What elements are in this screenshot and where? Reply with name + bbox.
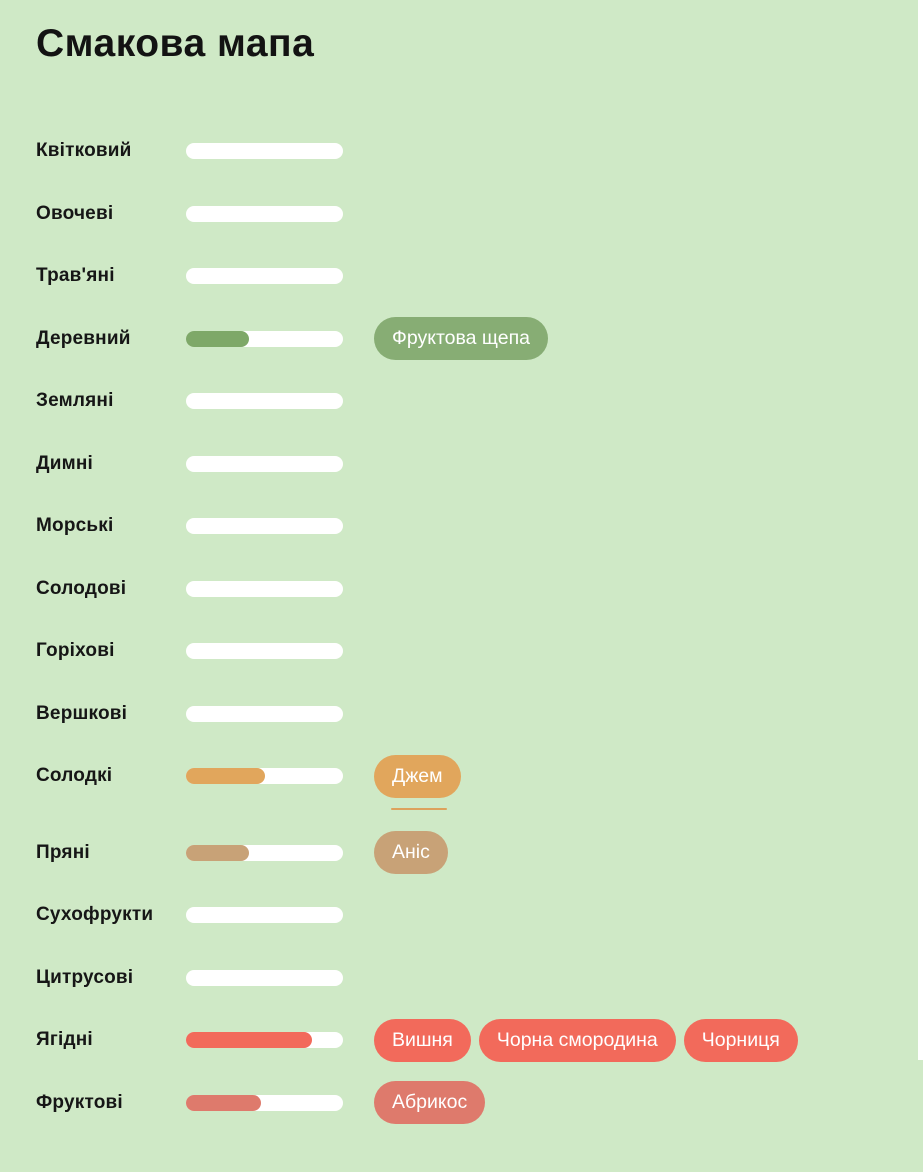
flavor-row bbox=[0, 308, 918, 371]
flavor-category-label: Цитрусові bbox=[36, 966, 134, 988]
flavor-bar-fill bbox=[186, 845, 249, 861]
flavor-rows bbox=[0, 120, 918, 1134]
flavor-row bbox=[0, 884, 918, 947]
flavor-bar-track bbox=[186, 768, 343, 784]
flavor-tag: Чорна смородина bbox=[479, 1019, 676, 1062]
flavor-bar-track bbox=[186, 331, 343, 347]
flavor-row bbox=[0, 620, 918, 683]
flavor-row bbox=[0, 683, 918, 746]
flavor-tag-group bbox=[374, 831, 448, 874]
flavor-bar-track bbox=[186, 1032, 343, 1048]
flavor-row bbox=[0, 495, 918, 558]
flavor-row bbox=[0, 947, 918, 1010]
flavor-tag: Джем bbox=[374, 755, 461, 798]
flavor-bar-track bbox=[186, 907, 343, 923]
flavor-tag: Аніс bbox=[374, 831, 448, 874]
flavor-tag: Фруктова щепа bbox=[374, 317, 548, 360]
flavor-category-label: Деревний bbox=[36, 327, 131, 349]
flavor-row bbox=[0, 822, 918, 885]
flavor-row bbox=[0, 370, 918, 433]
flavor-category-label: Морські bbox=[36, 515, 114, 537]
flavor-category-label: Солодові bbox=[36, 577, 127, 599]
flavor-bar-track bbox=[186, 970, 343, 986]
flavor-bar-track bbox=[186, 1095, 343, 1111]
flavor-category-label: Квітковий bbox=[36, 140, 132, 162]
flavor-tag: Вишня bbox=[374, 1019, 471, 1062]
flavor-bar-track bbox=[186, 643, 343, 659]
flavor-bar-track bbox=[186, 706, 343, 722]
flavor-category-label: Ягідні bbox=[36, 1029, 93, 1051]
page-title: Смакова мапа bbox=[36, 22, 315, 65]
flavor-bar-fill bbox=[186, 768, 265, 784]
flavor-row bbox=[0, 558, 918, 621]
flavor-bar-track bbox=[186, 268, 343, 284]
flavor-category-label: Пряні bbox=[36, 841, 90, 863]
flavor-bar-fill bbox=[186, 331, 249, 347]
tag-group-divider bbox=[391, 808, 447, 810]
flavor-category-label: Земляні bbox=[36, 390, 114, 412]
flavor-category-label: Овочеві bbox=[36, 202, 114, 224]
flavor-tag-group bbox=[374, 1081, 485, 1124]
flavor-bar-track bbox=[186, 143, 343, 159]
flavor-bar-track bbox=[186, 581, 343, 597]
flavor-category-label: Трав'яні bbox=[36, 265, 115, 287]
flavor-row bbox=[0, 120, 918, 183]
flavor-category-label: Вершкові bbox=[36, 702, 128, 724]
flavor-bar-fill bbox=[186, 1032, 312, 1048]
flavor-category-label: Горіхові bbox=[36, 640, 115, 662]
flavor-category-label: Фруктові bbox=[36, 1091, 123, 1113]
flavor-tag: Чорниця bbox=[684, 1019, 798, 1062]
flavor-bar-fill bbox=[186, 1095, 261, 1111]
flavor-bar-track bbox=[186, 518, 343, 534]
flavor-tag-group bbox=[374, 1019, 798, 1062]
flavor-row bbox=[0, 245, 918, 308]
flavor-category-label: Димні bbox=[36, 452, 94, 474]
flavor-row bbox=[0, 433, 918, 496]
flavor-category-label: Сухофрукти bbox=[36, 904, 154, 926]
flavor-bar-track bbox=[186, 845, 343, 861]
scrollbar-track[interactable] bbox=[918, 0, 923, 1060]
flavor-bar-track bbox=[186, 206, 343, 222]
flavor-row bbox=[0, 745, 918, 808]
flavor-tag-group bbox=[374, 317, 548, 360]
flavor-bar-track bbox=[186, 456, 343, 472]
flavor-row bbox=[0, 1072, 918, 1135]
flavor-row bbox=[0, 1009, 918, 1072]
flavor-row bbox=[0, 183, 918, 246]
flavor-tag-group bbox=[374, 755, 461, 798]
flavor-tag: Абрикос bbox=[374, 1081, 485, 1124]
flavor-category-label: Солодкі bbox=[36, 765, 113, 787]
flavor-bar-track bbox=[186, 393, 343, 409]
